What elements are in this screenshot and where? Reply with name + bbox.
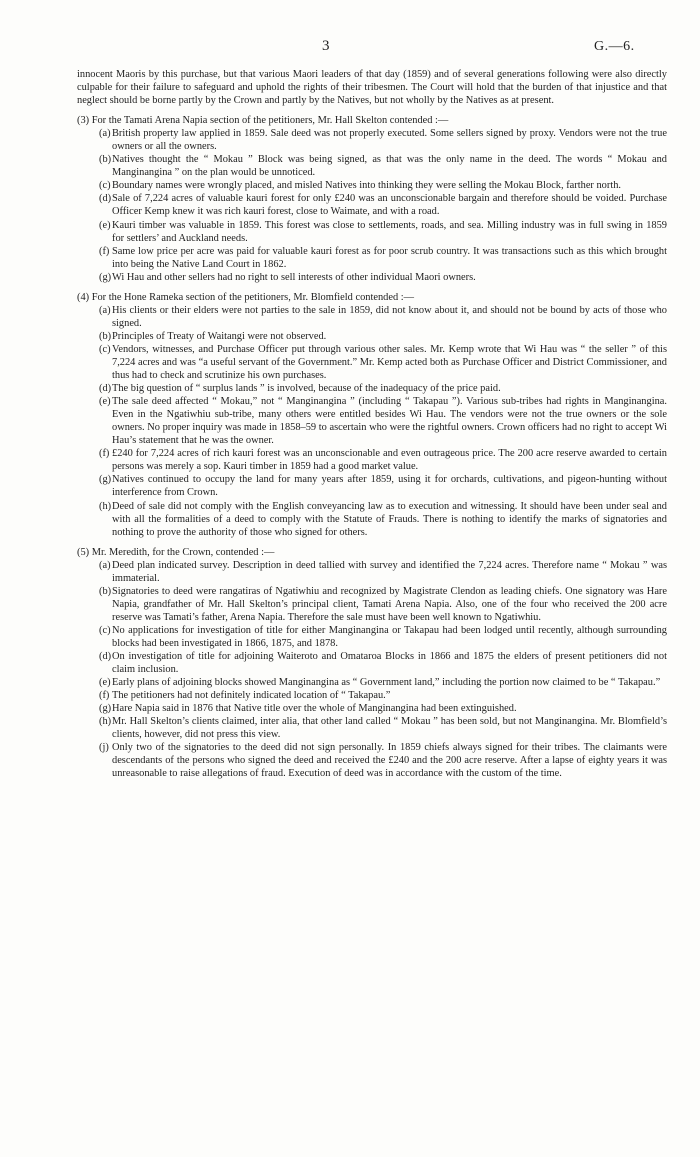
contention-item (77, 192, 667, 218)
item-text: Signatories to deed were rangatiras of Ngatiwhiu and recognized by Magistrate Clendon as leading chiefs. One signatory was Hare Napia, grandfather of Mr. Hall Skelton’s principal client, Tamati Arena Napia. Also, one of the four who received the 200 acre reserve was Tamati’s father, Arena Napia. Therefore the sale must have been well known to Ngatiwhiu. (112, 585, 667, 623)
item-text: Vendors, witnesses, and Purchase Officer put through various other sales. Mr. Kemp wrote that Wi Hau was “ the seller ” of this 7,224 acres and was “a useful servant of the Government.” Mr. Kemp acted both as Purchase Officer and District Commissioner, and thus had to check and scrutinize his own purchases. (112, 343, 667, 382)
item-text: The petitioners had not definitely indicated location of “ Takapau.” (112, 690, 391, 702)
item-marker: (a) (99, 128, 111, 140)
contention-item (77, 271, 667, 284)
item-text: The big question of “ surplus lands ” is involved, because of the inadequacy of the price paid. (112, 383, 501, 395)
section-heading: (3) For the Tamati Arena Napia section of the petitioners, Mr. Hall Skelton contended :— (77, 115, 449, 127)
item-marker: (g) (99, 474, 112, 486)
item-text: Sale of 7,224 acres of valuable kauri forest for only £240 was an unconscionable bargain and therefore should be voided. Purchase Officer Kemp knew it was rich kauri forest, close to Waimate, and with a road. (112, 193, 667, 218)
contention-list (77, 304, 667, 539)
item-marker: (a) (99, 559, 111, 571)
item-marker: (b) (99, 154, 112, 166)
contention-item (77, 676, 667, 689)
item-marker: (d) (99, 651, 112, 663)
contention-item (77, 741, 667, 780)
contention-item (77, 715, 667, 741)
item-text: No applications for investigation of title for either Manginangina or Takapau had been lodged until recently, although surrounding blocks had been investigated in 1866, 1875, and 1878. (112, 624, 667, 649)
contention-item (77, 330, 667, 343)
item-marker: (b) (99, 585, 112, 597)
item-text: Hare Napia said in 1876 that Native title over the whole of Manginangina had been extinguished. (112, 703, 517, 715)
contention-list (77, 559, 667, 781)
item-marker: (d) (99, 193, 112, 205)
item-text: Deed plan indicated survey. Description in deed tallied with survey and identified the 7,224 acres. Therefore name “ Mokau ” was immaterial. (112, 559, 667, 584)
item-marker: (j) (99, 742, 109, 754)
item-marker: (e) (99, 219, 111, 231)
contention-item (77, 650, 667, 676)
item-marker: (e) (99, 396, 111, 408)
item-text: Deed of sale did not comply with the English conveyancing law as to execution and witnessing. It should have been under seal and with all the formalities of a deed to comply with the Statute of Frauds. There is nothing to identify the marks of signatories and nothing to prove the authority of those who signed for others. (112, 500, 667, 538)
section-heading: (5) Mr. Meredith, for the Crown, contended :— (77, 546, 275, 558)
contention-item (77, 179, 667, 192)
contention-item (77, 382, 667, 395)
item-text: Only two of the signatories to the deed did not sign personally. In 1859 chiefs always signed for their tribes. The claimants were descendants of the persons who signed the deed and received the £240 and the 200 acre reserve. After a lapse of eighty years it was unreasonable to raise allegations of fraud. Execution of deed was in accordance with the custom of the time. (112, 742, 667, 780)
item-text: Natives thought the “ Mokau ” Block was being signed, as that was the only name in the deed. The words “ Mokau and Manginangina ” on the plan would be unnoticed. (112, 154, 667, 179)
contention-item (77, 219, 667, 245)
contention-item (77, 689, 667, 702)
item-marker: (f) (99, 245, 110, 257)
item-text: Principles of Treaty of Waitangi were not observed. (112, 330, 327, 342)
contention-item (77, 624, 667, 650)
item-text: Boundary names were wrongly placed, and misled Natives into thinking they were selling the Mokau Block, farther north. (112, 180, 622, 192)
contention-item (77, 559, 667, 585)
item-text: Wi Hau and other sellers had no right to sell interests of other individual Maori owners. (112, 271, 476, 283)
item-marker: (a) (99, 304, 111, 316)
item-marker: (g) (99, 271, 112, 283)
item-text: Same low price per acre was paid for valuable kauri forest as for poor scrub country. It was transactions such as this which brought into being the Native Land Court in 1862. (112, 245, 667, 270)
item-marker: (e) (99, 677, 111, 689)
item-marker: (c) (99, 180, 111, 192)
item-marker: (f) (99, 690, 110, 702)
section-4 (77, 291, 667, 539)
item-text: Mr. Hall Skelton’s clients claimed, inter alia, that other land called “ Mokau ” has been sold, but not Manginangina. Mr. Blomfield’s clients, however, did not press this view. (112, 716, 667, 741)
item-marker: (c) (99, 624, 111, 636)
contention-item (77, 702, 667, 715)
item-marker: (d) (99, 383, 112, 395)
contention-item (77, 447, 667, 473)
item-marker: (c) (99, 343, 111, 355)
contention-item (77, 343, 667, 382)
item-marker: (b) (99, 330, 112, 342)
document-reference: G.—6. (594, 39, 635, 54)
contention-item (77, 245, 667, 271)
contention-item (77, 127, 667, 153)
intro-paragraph: innocent Maoris by this purchase, but that various Maori leaders of that day (1859) and of several generations following were also directly culpable for their failure to safeguard and uphold the rights of their tribesmen. The Court will hold that the burden of that injustice and that neglect should be borne partly by the Crown and partly by the Natives, but not wholly by the Natives as at present. (77, 69, 667, 107)
sections-container (77, 114, 667, 780)
section-heading: (4) For the Hone Rameka section of the petitioners, Mr. Blomfield contended :— (77, 291, 415, 303)
contention-item (77, 473, 667, 499)
item-marker: (h) (99, 716, 112, 728)
item-marker: (h) (99, 500, 112, 512)
item-marker: (f) (99, 448, 110, 460)
section-5 (77, 546, 667, 781)
document-body (77, 68, 667, 787)
item-text: Kauri timber was valuable in 1859. This forest was close to settlements, roads, and sea. Milling industry was in full swing in 1859 for settlers’ and Auckland needs. (112, 219, 667, 244)
item-text: Natives continued to occupy the land for many years after 1859, using it for orchards, cultivations, and pigeon-hunting without interference from Crown. (112, 474, 667, 499)
contention-item (77, 395, 667, 447)
contention-item (77, 500, 667, 539)
item-marker: (g) (99, 703, 112, 715)
item-text: British property law applied in 1859. Sale deed was not properly executed. Some sellers signed by proxy. Vendors were not the true owners or all the owners. (112, 128, 667, 153)
contention-item (77, 153, 667, 179)
item-text: £240 for 7,224 acres of rich kauri forest was an unconscionable and even outrageous price. The 200 acre reserve awarded to certain persons was merely a sop. Kauri timber in 1859 had a good market value. (112, 448, 667, 473)
section-3 (77, 114, 667, 284)
item-text: On investigation of title for adjoining Waiteroto and Omataroa Blocks in 1866 and 1875 the elders of present petitioners did not claim inclusion. (112, 651, 667, 676)
item-text: The sale deed affected “ Mokau,” not “ Manginangina ” (including “ Takapau ”). Various sub-tribes had rights in Manginangina. Even in the Ngatiwhiu sub-tribe, many others were entitled besides Wi Hau. The vendors were not the true owners or the sole owners. No proper inquiry was made in 1858–59 to ascertain who were the rightful owners. Crown officers had no right to accept Wi Hau’s statement that he was the owner. (112, 396, 667, 447)
item-text: His clients or their elders were not parties to the sale in 1859, did not know about it, and should not be bound by acts of those who signed. (112, 304, 667, 329)
contention-list (77, 127, 667, 284)
contention-item (77, 585, 667, 624)
item-text: Early plans of adjoining blocks showed Manginangina as “ Government land,” including the portion now claimed to be “ Takapau.” (112, 677, 661, 689)
page-number: 3 (322, 38, 330, 54)
contention-item (77, 304, 667, 330)
